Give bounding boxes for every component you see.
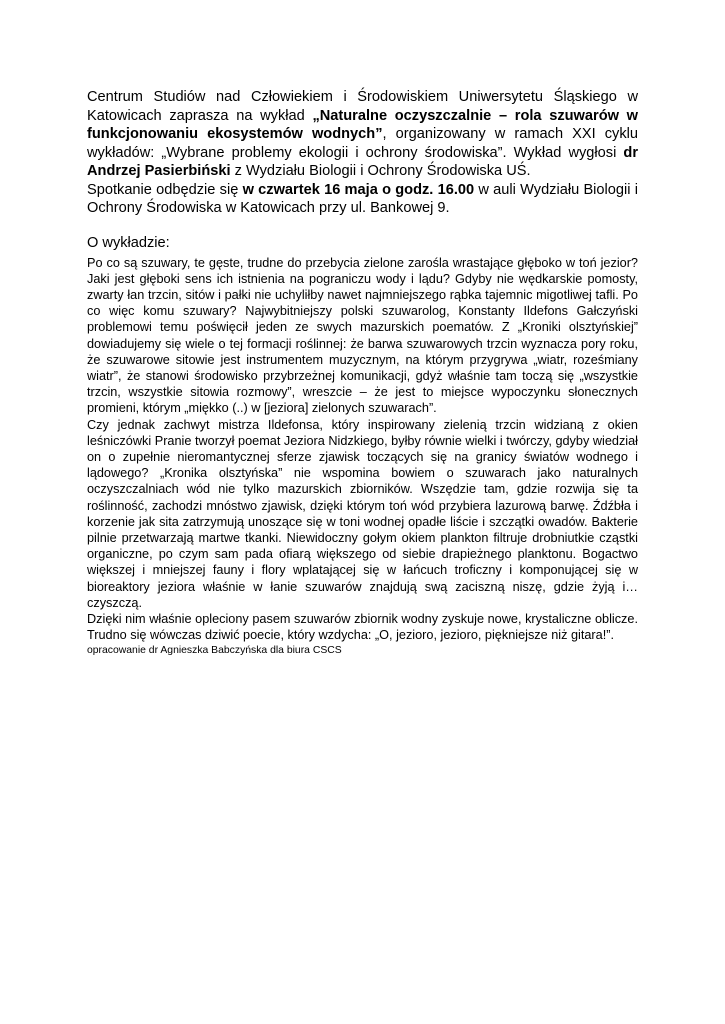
about-heading: O wykładzie: [87, 234, 170, 251]
lecture-title: „Naturalne oczyszczalnie – rola szuwarów w funkcjonowaniu ekosystemów wodnych” [87, 107, 639, 142]
body-paragraph: Dzięki nim właśnie opleciony pasem szuwarów zbiornik wodny zyskuje nowe, krystaliczne oblicze. Trudno się wówczas dziwić poecie, który wzdycha: „O, jezioro, jezioro, piękniejsze niż gitara!”. [87, 611, 638, 643]
announcement-paragraph [87, 88, 638, 181]
announcement-text: , organizowany w ramach XXI cyklu wykładów: „Wybrane problemy ekologii i ochrony środowiska”. Wykład wygłosi [87, 126, 638, 161]
announcement [87, 88, 638, 218]
meeting-paragraph [87, 181, 638, 218]
meeting-text: Spotkanie odbędzie się [87, 181, 243, 198]
body-paragraph: Po co są szuwary, te gęste, trudne do przebycia zielone zarośla wrastające głęboko w toń jezior? Jaki jest głęboki sens ich istnienia na pograniczu wody i lądu? Gdyby nie wędkarskie pomosty, zwarty łan trzcin, sitów i pałki nie uchyliłby nawet najmniejszego rąbka tajemnic migotliwej tafli. Po co więc komu szuwary? Najwybitniejszy polski szuwarolog, Konstanty Ildefons Gałczyński problemowi temu poświęcił jeden ze swych mazurskich poematów. Z „Kroniki olsztyńskiej” dowiadujemy się wiele o tej formacji roślinnej: że barwa szuwarowych trzcin wyznacza pory roku, że szuwarowe sitowie jest instrumentem muzycznym, na którym przygrywa „wiatr, roześmiany wiatr”, że stanowi środowisko przybrzeżnej komunikacji, gdyż właśnie tam toczą się „wszystkie trzcin, wszystkie sitowia rozmowy”, wreszcie – że jest to miejsce wypoczynku słonecznych promieni, którym „miękko (..) w [jeziora] zielonych szuwarach”. [87, 255, 638, 416]
body-paragraph: Czy jednak zachwyt mistrza Ildefonsa, który inspirowany zielenią trzcin widzianą z okien leśniczówki Pranie tworzył poemat Jeziora Nidzkiego, byłby równie wielki i twórczy, gdyby wiedział on o zupełnie nieromantycznej sferze zjawisk toczących się na granicy światów wodnego i lądowego? „Kronika olsztyńska” nie wspomina bowiem o szuwarach jako naturalnych oczyszczalniach wód nie tylko mazurskich zbiorników. Wszędzie tam, gdzie rozwija się ta roślinność, zachodzi mnóstwo zjawisk, dzięki którym toń wód przybiera lazurową barwę. Źdźbła i korzenie jak sita zatrzymują unoszące się w toni wodnej opadłe liście i szczątki owadów. Bakterie pilnie przetwarzają martwe tkanki. Niewidoczny gołym okiem plankton filtruje drobniutkie cząstki organiczne, po czym sam pada ofiarą większego od siebie drapieżnego planktonu. Bogactwo większej i mniejszej fauny i flory wplatającej się w łańcuch troficzny i komponującej się w bioreaktory jeziora właśnie w łanie szuwarów znajdują swą zaciszną niszę, gdzie żyją i… czyszczą. [87, 417, 638, 610]
meeting-date: w czwartek 16 maja o godz. 16.00 [242, 181, 475, 198]
about-body [87, 255, 638, 644]
credit-line: opracowanie dr Agnieszka Babczyńska dla biura CSCS [87, 645, 342, 657]
announcement-text: z Wydziału Biologii i Ochrony Środowiska UŚ. [230, 163, 531, 179]
announcement-text: Centrum Studiów nad Człowiekiem i Środowiskiem Uniwersytetu Śląskiego w Katowicach zaprasza na wykład [87, 89, 638, 124]
document-page [87, 88, 638, 658]
speaker-name: dr Andrzej Pasierbiński [87, 144, 638, 179]
meeting-text: w auli Wydziału Biologii i Ochrony Środowiska w Katowicach przy ul. Bankowej 9. [87, 181, 638, 216]
